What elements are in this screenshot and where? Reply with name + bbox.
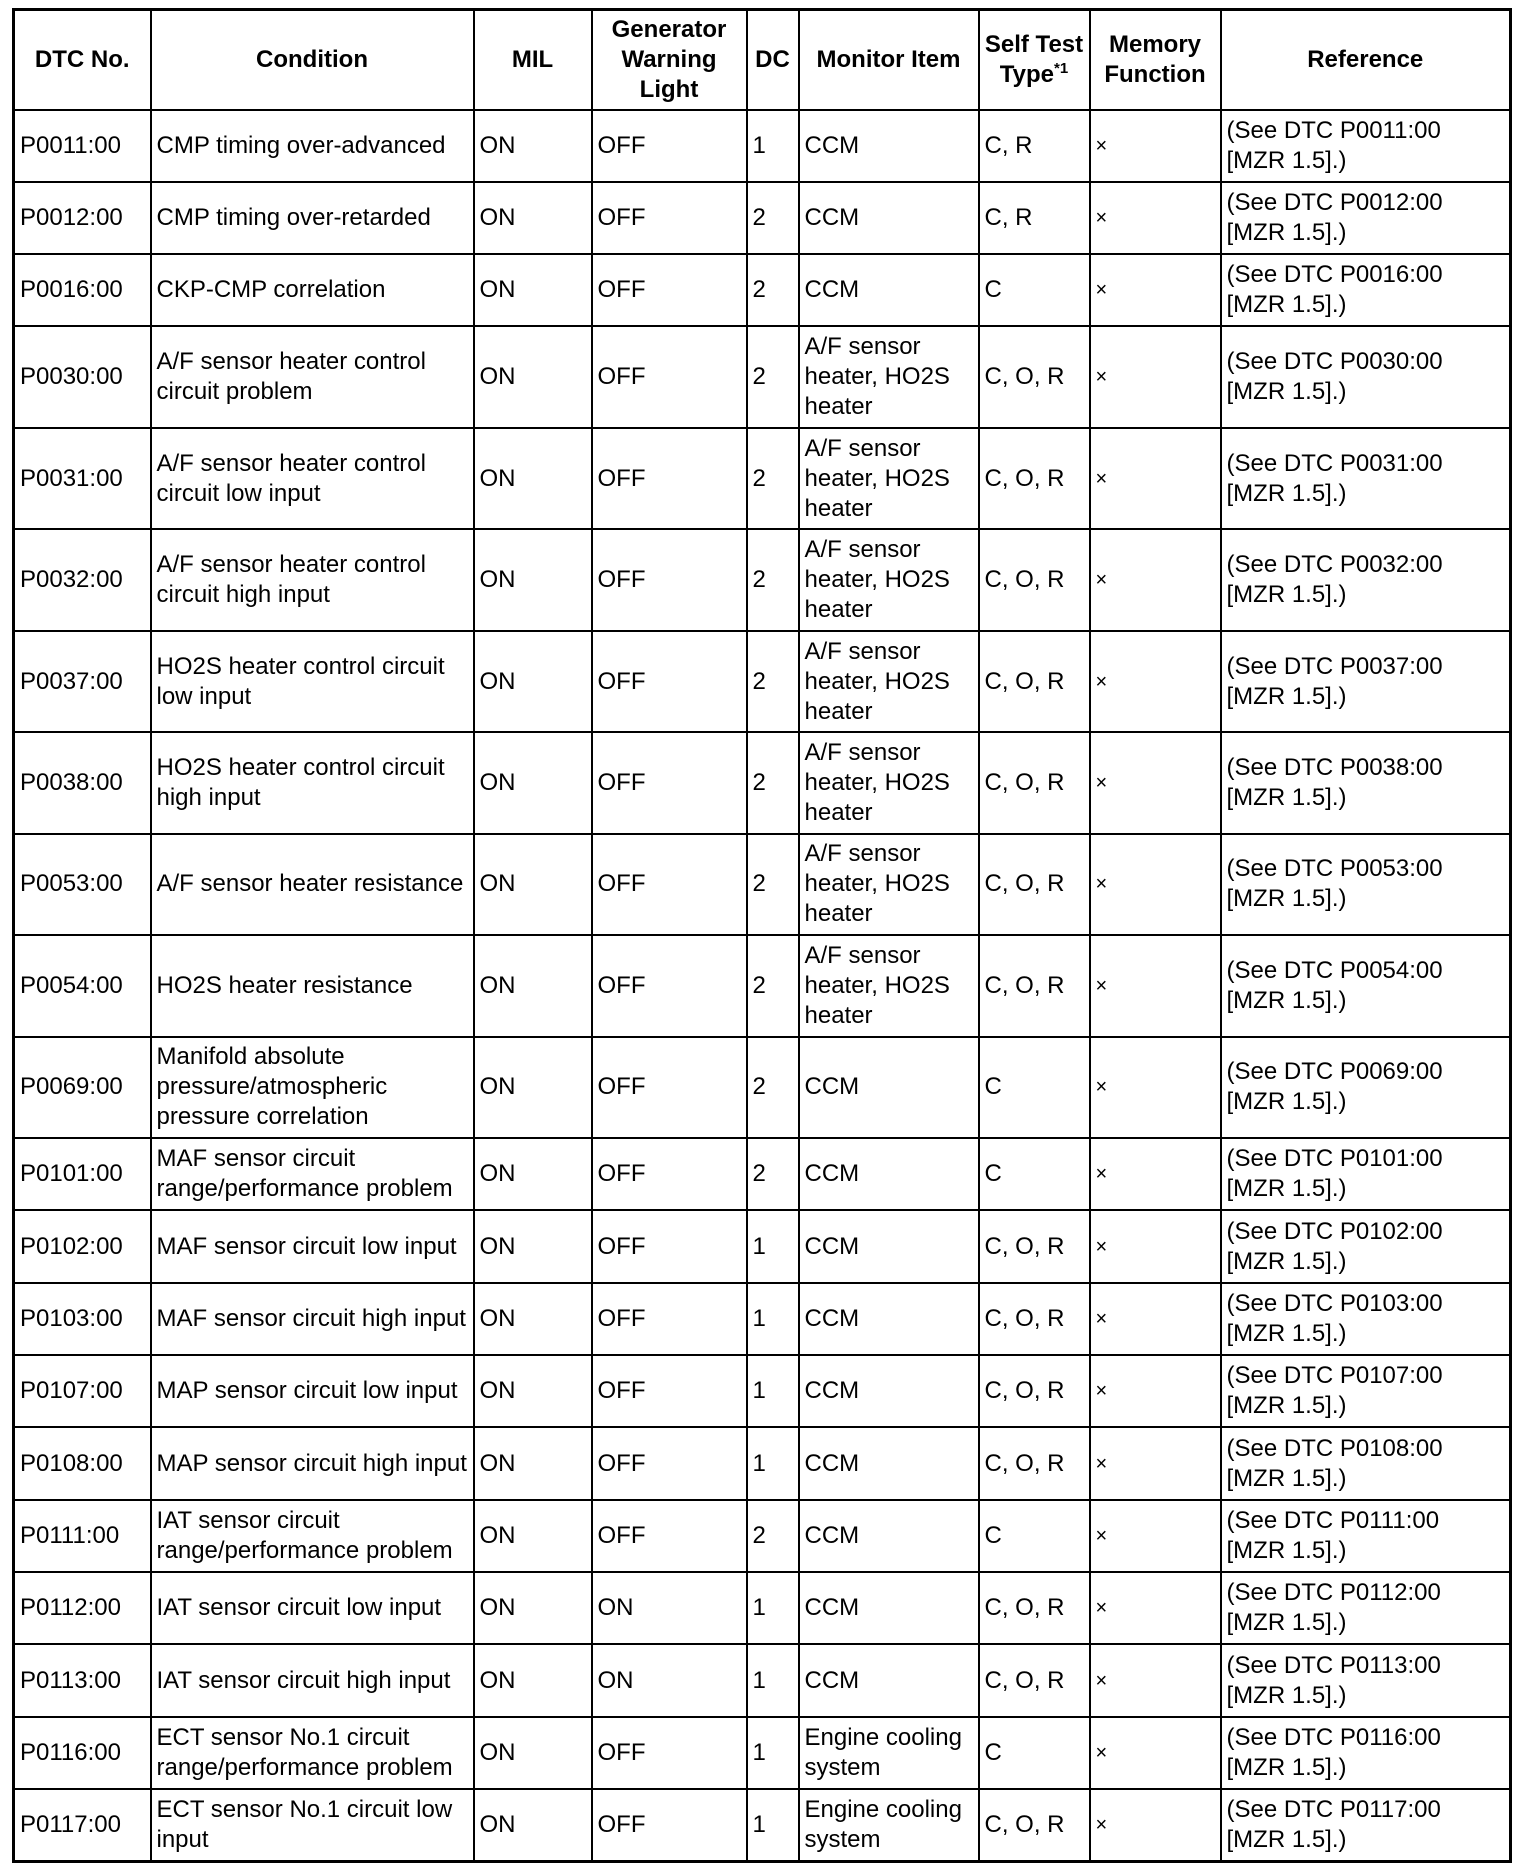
- cell-dc: 1: [747, 1355, 799, 1427]
- cell-generator-warning-light: OFF: [592, 529, 747, 630]
- cell-memory-function: ×: [1090, 254, 1221, 326]
- cell-dtc-no: P0107:00: [14, 1355, 151, 1427]
- cell-dtc-no: P0111:00: [14, 1500, 151, 1572]
- cell-mil: ON: [474, 254, 592, 326]
- cell-dc: 2: [747, 834, 799, 935]
- cell-self-test-type: C, O, R: [979, 935, 1090, 1036]
- cell-generator-warning-light: OFF: [592, 1427, 747, 1499]
- cell-memory-function: ×: [1090, 1500, 1221, 1572]
- cell-memory-function: ×: [1090, 1138, 1221, 1210]
- cell-monitor-item: CCM: [799, 1427, 979, 1499]
- cell-dc: 2: [747, 182, 799, 254]
- header-dtc-no: DTC No.: [14, 10, 151, 110]
- cell-reference: (See DTC P0107:00 [MZR 1.5].): [1221, 1355, 1511, 1427]
- cell-self-test-type: C, O, R: [979, 428, 1090, 529]
- cell-condition: IAT sensor circuit low input: [151, 1572, 474, 1644]
- cell-mil: ON: [474, 935, 592, 1036]
- table-row: [14, 254, 1511, 326]
- cell-condition: ECT sensor No.1 circuit low input: [151, 1789, 474, 1861]
- cell-reference: (See DTC P0031:00 [MZR 1.5].): [1221, 428, 1511, 529]
- cell-monitor-item: Engine cooling system: [799, 1789, 979, 1861]
- cell-condition: CKP-CMP correlation: [151, 254, 474, 326]
- cell-dc: 2: [747, 529, 799, 630]
- cell-reference: (See DTC P0053:00 [MZR 1.5].): [1221, 834, 1511, 935]
- header-self-test-type: [979, 10, 1090, 110]
- cell-self-test-type: C: [979, 1138, 1090, 1210]
- cell-generator-warning-light: OFF: [592, 1138, 747, 1210]
- cell-monitor-item: CCM: [799, 1572, 979, 1644]
- cell-mil: ON: [474, 1355, 592, 1427]
- table-row: [14, 1427, 1511, 1499]
- cell-reference: (See DTC P0101:00 [MZR 1.5].): [1221, 1138, 1511, 1210]
- cell-mil: ON: [474, 1500, 592, 1572]
- cell-memory-function: ×: [1090, 1572, 1221, 1644]
- cell-dc: 1: [747, 1644, 799, 1716]
- header-mil: MIL: [474, 10, 592, 110]
- cell-reference: (See DTC P0116:00 [MZR 1.5].): [1221, 1717, 1511, 1789]
- header-condition: Condition: [151, 10, 474, 110]
- cell-memory-function: ×: [1090, 182, 1221, 254]
- cell-dc: 2: [747, 1138, 799, 1210]
- header-self-test-footnote: *1: [1054, 59, 1069, 77]
- cell-mil: ON: [474, 732, 592, 833]
- cell-dtc-no: P0011:00: [14, 110, 151, 182]
- cell-reference: (See DTC P0038:00 [MZR 1.5].): [1221, 732, 1511, 833]
- cell-memory-function: ×: [1090, 428, 1221, 529]
- cell-monitor-item: CCM: [799, 254, 979, 326]
- table-row: [14, 182, 1511, 254]
- cell-monitor-item: CCM: [799, 1210, 979, 1282]
- cell-generator-warning-light: OFF: [592, 1789, 747, 1861]
- cell-monitor-item: CCM: [799, 1037, 979, 1138]
- cell-monitor-item: A/F sensor heater, HO2S heater: [799, 935, 979, 1036]
- cell-mil: ON: [474, 428, 592, 529]
- cell-dtc-no: P0038:00: [14, 732, 151, 833]
- cell-reference: (See DTC P0103:00 [MZR 1.5].): [1221, 1283, 1511, 1355]
- cell-monitor-item: CCM: [799, 1500, 979, 1572]
- cell-memory-function: ×: [1090, 1644, 1221, 1716]
- cell-condition: A/F sensor heater control circuit low input: [151, 428, 474, 529]
- cell-condition: Manifold absolute pressure/atmospheric pressure correlation: [151, 1037, 474, 1138]
- cell-dtc-no: P0113:00: [14, 1644, 151, 1716]
- cell-dc: 2: [747, 732, 799, 833]
- cell-condition: MAF sensor circuit range/performance problem: [151, 1138, 474, 1210]
- cell-generator-warning-light: OFF: [592, 1037, 747, 1138]
- cell-reference: (See DTC P0032:00 [MZR 1.5].): [1221, 529, 1511, 630]
- cell-condition: MAP sensor circuit high input: [151, 1427, 474, 1499]
- cell-dtc-no: P0054:00: [14, 935, 151, 1036]
- table-row: [14, 1644, 1511, 1716]
- cell-monitor-item: CCM: [799, 182, 979, 254]
- cell-reference: (See DTC P0011:00 [MZR 1.5].): [1221, 110, 1511, 182]
- table-row: [14, 732, 1511, 833]
- cell-reference: (See DTC P0111:00 [MZR 1.5].): [1221, 1500, 1511, 1572]
- table-row: [14, 1500, 1511, 1572]
- cell-dc: 2: [747, 326, 799, 427]
- cell-generator-warning-light: OFF: [592, 1500, 747, 1572]
- table-body: [14, 110, 1511, 1862]
- cell-dc: 2: [747, 428, 799, 529]
- cell-dtc-no: P0117:00: [14, 1789, 151, 1861]
- cell-self-test-type: C, O, R: [979, 1210, 1090, 1282]
- cell-self-test-type: C, O, R: [979, 326, 1090, 427]
- dtc-table-container: [12, 8, 1509, 1863]
- cell-condition: A/F sensor heater control circuit high input: [151, 529, 474, 630]
- cell-monitor-item: A/F sensor heater, HO2S heater: [799, 834, 979, 935]
- cell-generator-warning-light: OFF: [592, 428, 747, 529]
- table-row: [14, 1789, 1511, 1861]
- table-row: [14, 1138, 1511, 1210]
- cell-self-test-type: C, R: [979, 110, 1090, 182]
- cell-monitor-item: CCM: [799, 1644, 979, 1716]
- dtc-table: [12, 8, 1512, 1863]
- cell-reference: (See DTC P0054:00 [MZR 1.5].): [1221, 935, 1511, 1036]
- cell-self-test-type: C, O, R: [979, 529, 1090, 630]
- cell-generator-warning-light: OFF: [592, 326, 747, 427]
- cell-generator-warning-light: OFF: [592, 1355, 747, 1427]
- cell-reference: (See DTC P0016:00 [MZR 1.5].): [1221, 254, 1511, 326]
- cell-dc: 2: [747, 254, 799, 326]
- cell-dc: 1: [747, 1789, 799, 1861]
- cell-reference: (See DTC P0113:00 [MZR 1.5].): [1221, 1644, 1511, 1716]
- cell-dtc-no: P0037:00: [14, 631, 151, 732]
- cell-dtc-no: P0102:00: [14, 1210, 151, 1282]
- cell-self-test-type: C, O, R: [979, 834, 1090, 935]
- cell-generator-warning-light: OFF: [592, 834, 747, 935]
- cell-reference: (See DTC P0012:00 [MZR 1.5].): [1221, 182, 1511, 254]
- cell-memory-function: ×: [1090, 1789, 1221, 1861]
- cell-memory-function: ×: [1090, 935, 1221, 1036]
- cell-monitor-item: CCM: [799, 1283, 979, 1355]
- cell-condition: CMP timing over-advanced: [151, 110, 474, 182]
- cell-self-test-type: C: [979, 1037, 1090, 1138]
- cell-condition: HO2S heater control circuit low input: [151, 631, 474, 732]
- table-row: [14, 834, 1511, 935]
- cell-reference: (See DTC P0117:00 [MZR 1.5].): [1221, 1789, 1511, 1861]
- cell-monitor-item: CCM: [799, 1138, 979, 1210]
- table-row: [14, 1283, 1511, 1355]
- cell-self-test-type: C, O, R: [979, 631, 1090, 732]
- cell-self-test-type: C, O, R: [979, 1572, 1090, 1644]
- cell-monitor-item: A/F sensor heater, HO2S heater: [799, 326, 979, 427]
- table-row: [14, 110, 1511, 182]
- header-memory-function: Memory Function: [1090, 10, 1221, 110]
- cell-memory-function: ×: [1090, 326, 1221, 427]
- cell-dtc-no: P0101:00: [14, 1138, 151, 1210]
- cell-dc: 1: [747, 1717, 799, 1789]
- cell-self-test-type: C: [979, 1717, 1090, 1789]
- cell-self-test-type: C: [979, 254, 1090, 326]
- cell-dtc-no: P0103:00: [14, 1283, 151, 1355]
- table-row: [14, 326, 1511, 427]
- cell-dtc-no: P0012:00: [14, 182, 151, 254]
- cell-mil: ON: [474, 834, 592, 935]
- cell-generator-warning-light: OFF: [592, 1210, 747, 1282]
- cell-reference: (See DTC P0030:00 [MZR 1.5].): [1221, 326, 1511, 427]
- cell-dc: 1: [747, 1427, 799, 1499]
- cell-generator-warning-light: OFF: [592, 1717, 747, 1789]
- cell-generator-warning-light: OFF: [592, 732, 747, 833]
- cell-generator-warning-light: ON: [592, 1572, 747, 1644]
- table-row: [14, 1355, 1511, 1427]
- cell-memory-function: ×: [1090, 631, 1221, 732]
- cell-monitor-item: CCM: [799, 110, 979, 182]
- cell-monitor-item: A/F sensor heater, HO2S heater: [799, 529, 979, 630]
- cell-condition: ECT sensor No.1 circuit range/performance problem: [151, 1717, 474, 1789]
- cell-memory-function: ×: [1090, 834, 1221, 935]
- cell-monitor-item: A/F sensor heater, HO2S heater: [799, 428, 979, 529]
- cell-mil: ON: [474, 1210, 592, 1282]
- cell-dtc-no: P0053:00: [14, 834, 151, 935]
- cell-self-test-type: C, R: [979, 182, 1090, 254]
- cell-mil: ON: [474, 631, 592, 732]
- cell-generator-warning-light: OFF: [592, 935, 747, 1036]
- cell-generator-warning-light: OFF: [592, 631, 747, 732]
- cell-mil: ON: [474, 529, 592, 630]
- cell-dtc-no: P0030:00: [14, 326, 151, 427]
- cell-dtc-no: P0116:00: [14, 1717, 151, 1789]
- cell-monitor-item: A/F sensor heater, HO2S heater: [799, 732, 979, 833]
- cell-dc: 2: [747, 631, 799, 732]
- cell-memory-function: ×: [1090, 1427, 1221, 1499]
- cell-dc: 1: [747, 110, 799, 182]
- cell-mil: ON: [474, 1138, 592, 1210]
- cell-self-test-type: C, O, R: [979, 732, 1090, 833]
- header-self-test-type-label: Self Test Type: [984, 30, 1084, 88]
- cell-mil: ON: [474, 326, 592, 427]
- cell-dc: 1: [747, 1572, 799, 1644]
- header-generator-warning-light: Generator Warning Light: [592, 10, 747, 110]
- cell-reference: (See DTC P0037:00 [MZR 1.5].): [1221, 631, 1511, 732]
- cell-memory-function: ×: [1090, 732, 1221, 833]
- cell-dc: 1: [747, 1210, 799, 1282]
- cell-generator-warning-light: OFF: [592, 110, 747, 182]
- cell-mil: ON: [474, 1037, 592, 1138]
- cell-mil: ON: [474, 1427, 592, 1499]
- cell-reference: (See DTC P0069:00 [MZR 1.5].): [1221, 1037, 1511, 1138]
- cell-self-test-type: C, O, R: [979, 1283, 1090, 1355]
- cell-self-test-type: C, O, R: [979, 1789, 1090, 1861]
- cell-memory-function: ×: [1090, 1283, 1221, 1355]
- cell-dc: 1: [747, 1283, 799, 1355]
- header-dc: DC: [747, 10, 799, 110]
- cell-dtc-no: P0032:00: [14, 529, 151, 630]
- cell-condition: HO2S heater control circuit high input: [151, 732, 474, 833]
- cell-dtc-no: P0069:00: [14, 1037, 151, 1138]
- cell-condition: MAP sensor circuit low input: [151, 1355, 474, 1427]
- cell-dtc-no: P0016:00: [14, 254, 151, 326]
- cell-reference: (See DTC P0112:00 [MZR 1.5].): [1221, 1572, 1511, 1644]
- cell-dtc-no: P0112:00: [14, 1572, 151, 1644]
- cell-self-test-type: C, O, R: [979, 1427, 1090, 1499]
- cell-monitor-item: CCM: [799, 1355, 979, 1427]
- cell-mil: ON: [474, 1644, 592, 1716]
- cell-monitor-item: A/F sensor heater, HO2S heater: [799, 631, 979, 732]
- table-row: [14, 1572, 1511, 1644]
- cell-condition: HO2S heater resistance: [151, 935, 474, 1036]
- cell-condition: A/F sensor heater resistance: [151, 834, 474, 935]
- cell-monitor-item: Engine cooling system: [799, 1717, 979, 1789]
- cell-generator-warning-light: ON: [592, 1644, 747, 1716]
- cell-self-test-type: C, O, R: [979, 1644, 1090, 1716]
- table-row: [14, 428, 1511, 529]
- cell-dc: 2: [747, 1500, 799, 1572]
- cell-mil: ON: [474, 1283, 592, 1355]
- cell-dtc-no: P0031:00: [14, 428, 151, 529]
- cell-memory-function: ×: [1090, 110, 1221, 182]
- cell-self-test-type: C, O, R: [979, 1355, 1090, 1427]
- table-row: [14, 631, 1511, 732]
- cell-reference: (See DTC P0108:00 [MZR 1.5].): [1221, 1427, 1511, 1499]
- header-row: [14, 10, 1511, 110]
- cell-memory-function: ×: [1090, 1037, 1221, 1138]
- cell-memory-function: ×: [1090, 529, 1221, 630]
- cell-dc: 2: [747, 1037, 799, 1138]
- cell-mil: ON: [474, 110, 592, 182]
- cell-generator-warning-light: OFF: [592, 254, 747, 326]
- cell-condition: IAT sensor circuit high input: [151, 1644, 474, 1716]
- cell-dtc-no: P0108:00: [14, 1427, 151, 1499]
- cell-self-test-type: C: [979, 1500, 1090, 1572]
- table-row: [14, 1717, 1511, 1789]
- cell-mil: ON: [474, 182, 592, 254]
- cell-memory-function: ×: [1090, 1210, 1221, 1282]
- cell-mil: ON: [474, 1789, 592, 1861]
- table-row: [14, 1037, 1511, 1138]
- cell-condition: IAT sensor circuit range/performance problem: [151, 1500, 474, 1572]
- cell-dc: 2: [747, 935, 799, 1036]
- cell-generator-warning-light: OFF: [592, 1283, 747, 1355]
- cell-condition: MAF sensor circuit high input: [151, 1283, 474, 1355]
- cell-condition: MAF sensor circuit low input: [151, 1210, 474, 1282]
- table-row: [14, 935, 1511, 1036]
- cell-memory-function: ×: [1090, 1355, 1221, 1427]
- table-row: [14, 529, 1511, 630]
- cell-generator-warning-light: OFF: [592, 182, 747, 254]
- cell-mil: ON: [474, 1717, 592, 1789]
- cell-reference: (See DTC P0102:00 [MZR 1.5].): [1221, 1210, 1511, 1282]
- table-row: [14, 1210, 1511, 1282]
- cell-condition: CMP timing over-retarded: [151, 182, 474, 254]
- header-monitor-item: Monitor Item: [799, 10, 979, 110]
- cell-condition: A/F sensor heater control circuit problem: [151, 326, 474, 427]
- header-reference: Reference: [1221, 10, 1511, 110]
- cell-memory-function: ×: [1090, 1717, 1221, 1789]
- cell-mil: ON: [474, 1572, 592, 1644]
